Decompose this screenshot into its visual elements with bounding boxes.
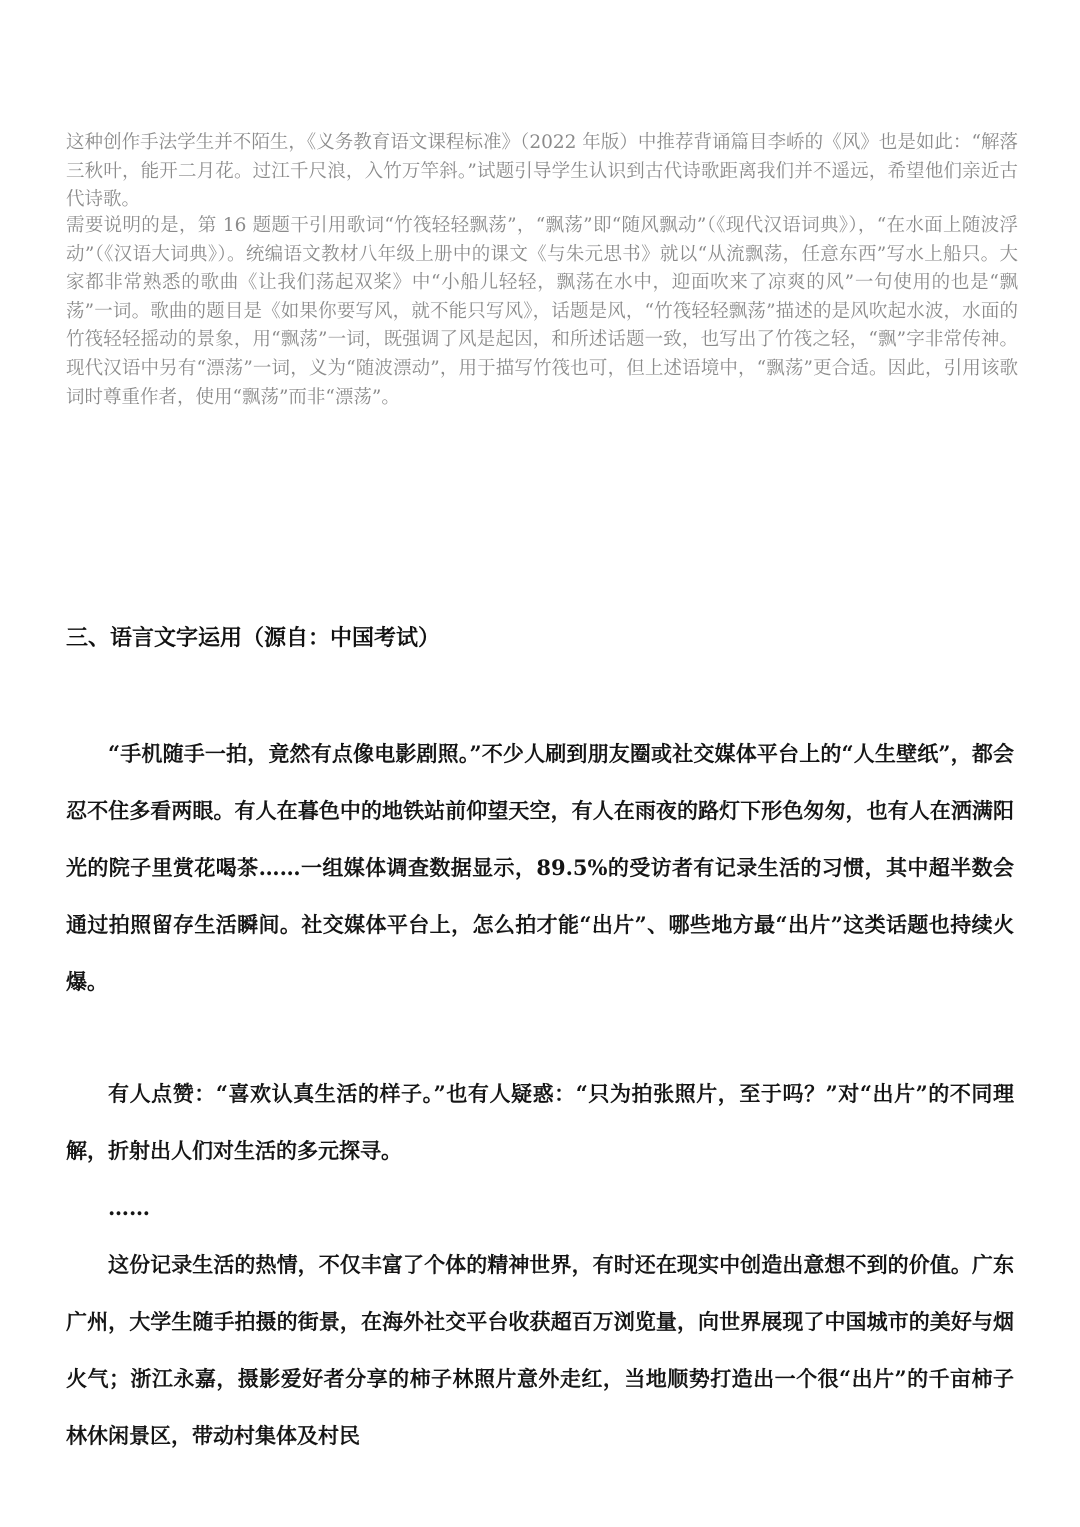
section-heading: 三、语言文字运用（源自：中国考试）	[66, 626, 441, 651]
analysis-paragraph-feng-poem: 这种创作手法学生并不陌生，《义务教育语文课程标准》（2022 年版）中推荐背诵篇目李峤的《风》也是如此：“解落三秋叶，能开二月花。过江千尺浪，入竹万竿斜。”试题引导学生认识到古代诗歌距离我们并不遥远，希望他们亲近古代诗歌。	[66, 132, 1018, 211]
article-paragraph-value: 这份记录生活的热情，不仅丰富了个体的精神世界，有时还在现实中创造出意想不到的价值。广东广州，大学生随手拍摄的街景，在海外社交平台收获超百万浏览量，向世界展现了中国城市的美好与烟火气；浙江永嘉，摄影爱好者分享的柿子林照片意外走红，当地顺势打造出一个很“出片”的千亩柿子林休闲景区，带动村集体及村民	[66, 1252, 1014, 1448]
article-paragraph-photo: “手机随手一拍，竟然有点像电影剧照。”不少人刷到朋友圈或社交媒体平台上的“人生壁纸”，都会忍不住多看两眼。有人在暮色中的地铁站前仰望天空，有人在雨夜的路灯下形色匆匆，也有人在洒满阳光的院子里赏花喝茶……一组媒体调查数据显示，89.5%的受访者有记录生活的习惯，其中超半数会通过拍照留存生活瞬间。社交媒体平台上，怎么拍才能“出片”、哪些地方最“出片”这类话题也持续火爆。	[66, 741, 1014, 994]
analysis-paragraph-piaodang: 需要说明的是，第 16 题题干引用歌词“竹筏轻轻飘荡”，“飘荡”即“随风飘动”（《现代汉语词典》），“在水面上随波浮动”（《汉语大词典》）。统编语文教材八年级上册中的课文《与朱元思书》就以“从流飘荡，任意东西”写水上船只。大家都非常熟悉的歌曲《让我们荡起双桨》中“小船儿轻轻，飘荡在水中，迎面吹来了凉爽的风”一句使用的也是“飘荡”一词。歌曲的题目是《如果你要写风，就不能只写风》，话题是风，“竹筏轻轻飘荡”描述的是风吹起水波，水面的竹筏轻轻摇动的景象，用“飘荡”一词，既强调了风是起因，和所述话题一致，也写出了竹筏之轻，“飘”字非常传神。现代汉语中另有“漂荡”一词，义为“随波漂动”，用于描写竹筏也可，但上述语境中，“飘荡”更合适。因此，引用该歌词时尊重作者，使用“飘荡”而非“漂荡”。	[66, 215, 1018, 408]
article-ellipsis: ……	[108, 1195, 150, 1220]
article-paragraph-opinions: 有人点赞：“喜欢认真生活的样子。”也有人疑惑：“只为拍张照片，至于吗？”对“出片”的不同理解，折射出人们对生活的多元探寻。	[66, 1081, 1014, 1163]
